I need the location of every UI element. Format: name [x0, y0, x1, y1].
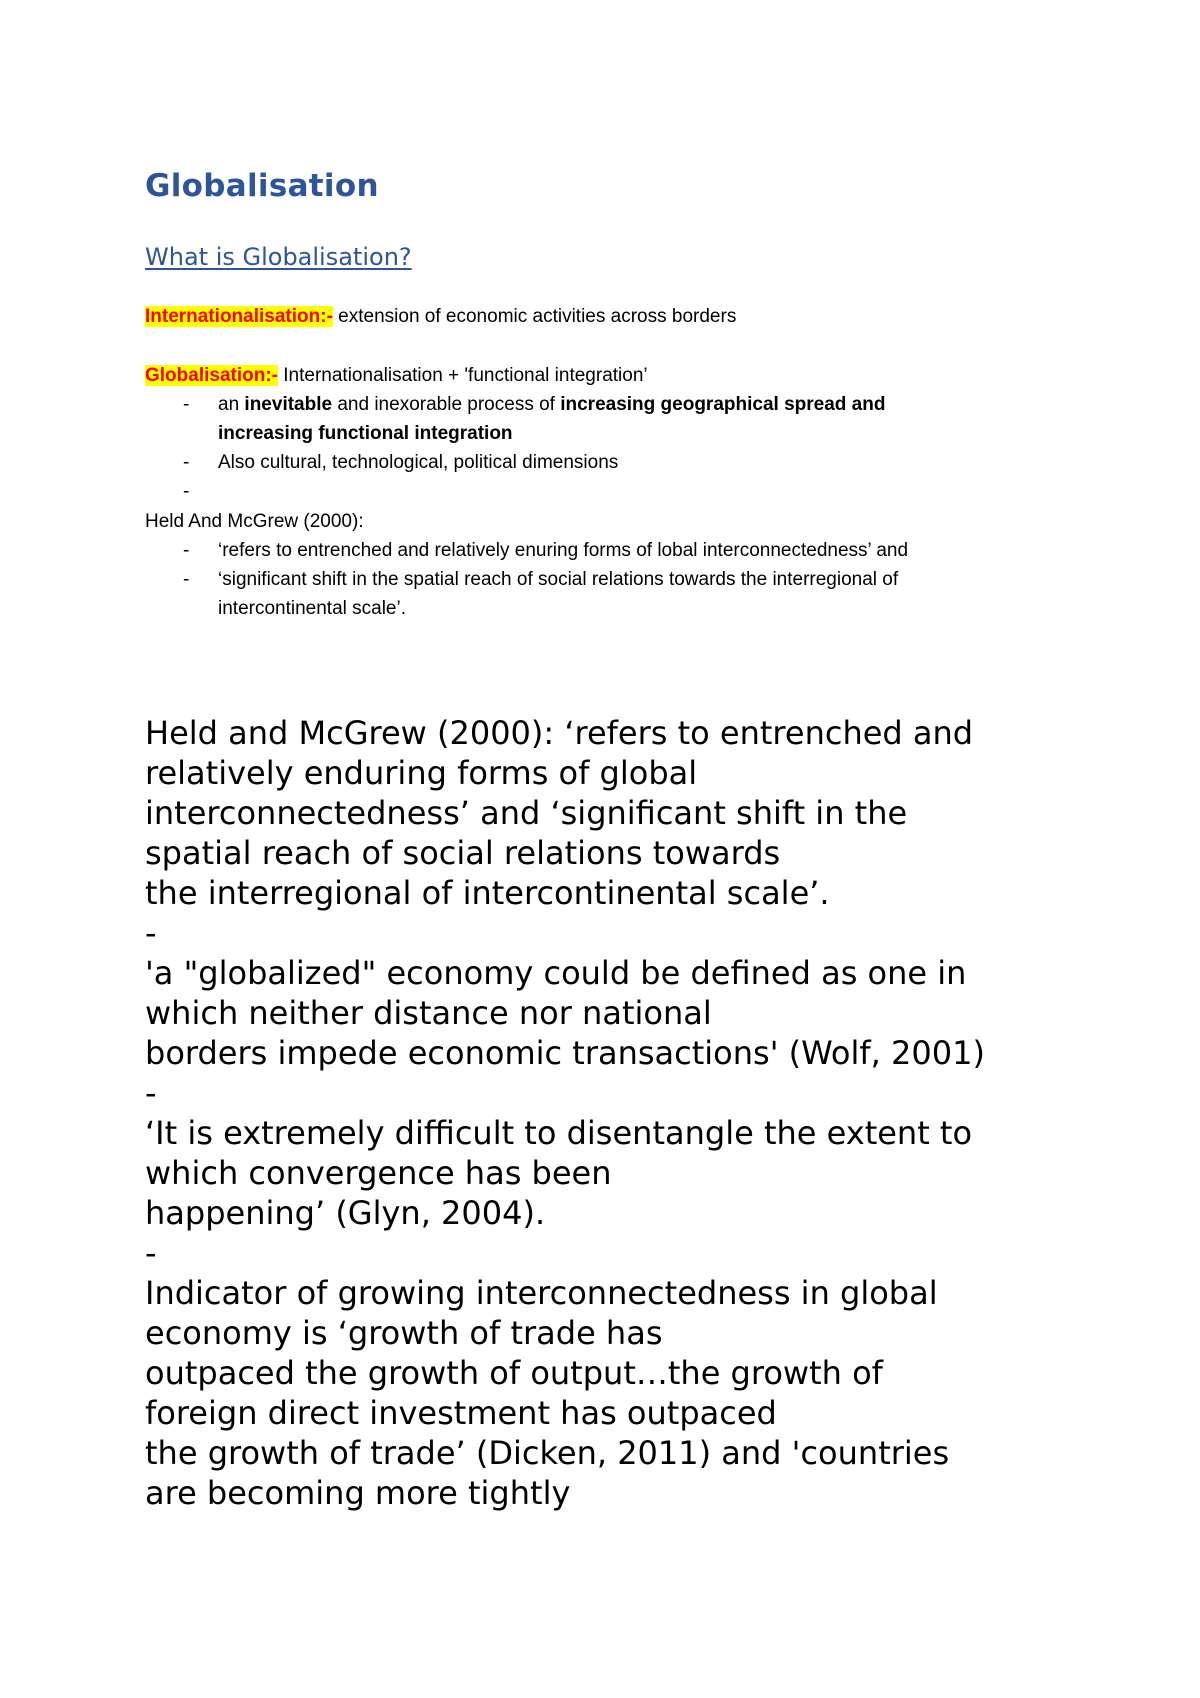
- bullet-text: [218, 394, 885, 415]
- bullet-text-part-bold: increasing geographical spread and: [560, 394, 886, 415]
- quote-line: 'a "globalized" economy could be defined as one in: [145, 954, 967, 992]
- bullet-text: Also cultural, technological, political dimensions: [218, 452, 619, 473]
- held-mcgrew-bullet-list: [145, 536, 908, 623]
- quote-line: which neither distance nor national: [145, 994, 712, 1032]
- quote-line: Indicator of growing interconnectedness in global: [145, 1274, 938, 1312]
- bullet-text: [218, 481, 223, 502]
- quote-line: happening’ (Glyn, 2004).: [145, 1194, 546, 1232]
- list-item: [145, 390, 885, 448]
- list-item: [145, 536, 908, 565]
- internationalisation-text: extension of economic activities across borders: [332, 306, 737, 327]
- quote-line: the interregional of intercontinental scale’.: [145, 874, 830, 912]
- internationalisation-term: Internationalisation:-: [145, 306, 333, 327]
- held-mcgrew-heading: Held And McGrew (2000):: [145, 511, 364, 532]
- list-item: [145, 565, 908, 623]
- bullet-continuation: increasing functional integration: [218, 423, 513, 444]
- globalisation-bullet-list: [145, 390, 885, 506]
- bullet-dash: -: [183, 540, 190, 561]
- list-item: [145, 448, 885, 477]
- bullet-text-part: an: [218, 394, 245, 415]
- quote-line: foreign direct investment has outpaced: [145, 1394, 777, 1432]
- globalisation-term: Globalisation:-: [145, 365, 278, 386]
- quote-line: are becoming more tightly: [145, 1474, 571, 1512]
- document-title: Globalisation: [145, 168, 379, 204]
- quote-line: Held and McGrew (2000): ‘refers to entrenched and: [145, 714, 974, 752]
- bullet-dash: -: [183, 452, 190, 473]
- quote-line: outpaced the growth of output…the growth of: [145, 1354, 883, 1392]
- bullet-text: ‘significant shift in the spatial reach of social relations towards the interregional of: [218, 569, 899, 590]
- quote-line: relatively enduring forms of global: [145, 754, 698, 792]
- bullet-text-part-bold: inevitable: [244, 394, 333, 415]
- quote-line: interconnectedness’ and ‘significant shift in the: [145, 794, 908, 832]
- globalisation-text: Internationalisation + 'functional integration’: [278, 365, 648, 386]
- quote-line: spatial reach of social relations towards: [145, 834, 781, 872]
- globalisation-definition: [145, 361, 648, 390]
- quote-line: borders impede economic transactions' (Wolf, 2001): [145, 1034, 985, 1072]
- bullet-text: ‘refers to entrenched and relatively enuring forms of lobal interconnectedness’ and: [218, 540, 909, 561]
- quote-line: economy is ‘growth of trade has: [145, 1314, 663, 1352]
- list-item: [145, 477, 885, 506]
- quote-line: the growth of trade’ (Dicken, 2011) and 'countries: [145, 1434, 950, 1472]
- quote-line: which convergence has been: [145, 1154, 612, 1192]
- quote-separator: -: [145, 914, 157, 952]
- section-heading: What is Globalisation?: [145, 243, 412, 271]
- bullet-dash: -: [183, 569, 190, 590]
- quote-line: ‘It is extremely difficult to disentangle the extent to: [145, 1114, 973, 1152]
- internationalisation-definition: [145, 302, 736, 331]
- bullet-continuation: intercontinental scale’.: [218, 598, 406, 619]
- bullet-dash: -: [183, 481, 190, 502]
- quote-separator: -: [145, 1074, 157, 1112]
- quotes-block: [145, 713, 1085, 1513]
- quote-separator: -: [145, 1234, 157, 1272]
- bullet-dash: -: [183, 394, 190, 415]
- bullet-text-part: and inexorable process of: [332, 394, 561, 415]
